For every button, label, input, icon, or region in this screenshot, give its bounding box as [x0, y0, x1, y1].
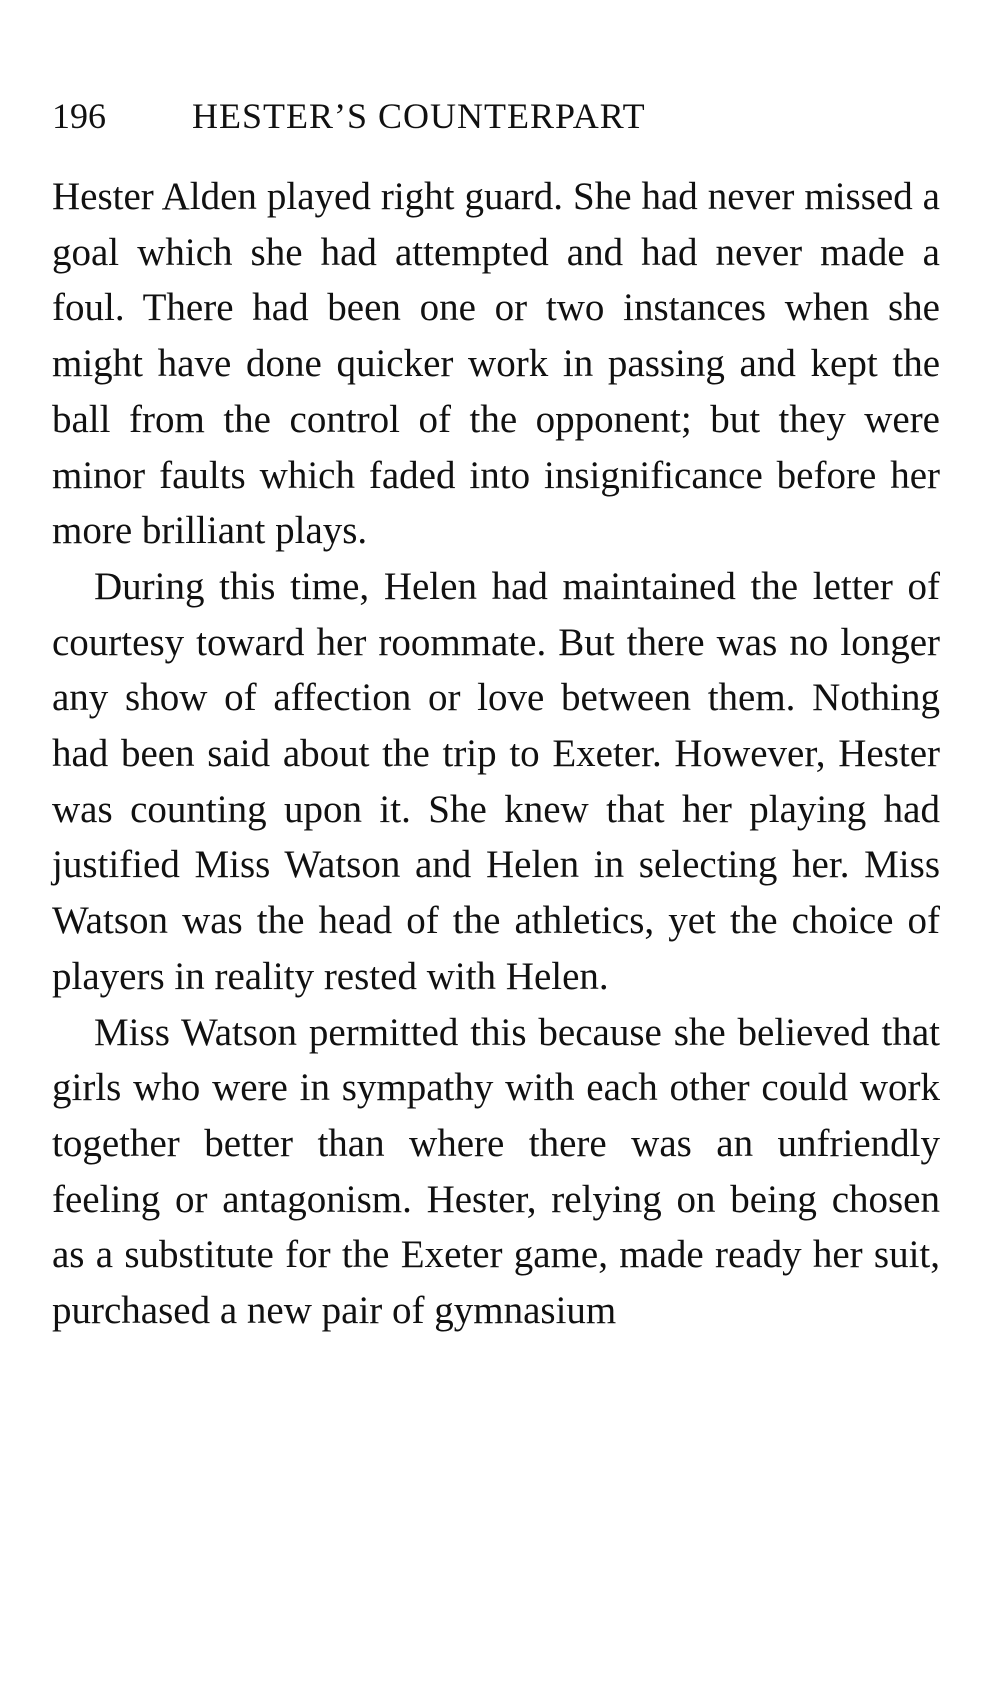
paragraph-3: Miss Watson permitted this because she believed that girls who were in sympathy with each other could work together better than where there was an unfriendly feeling or antagonism. Hester, relying on being chosen as a substitute for the Exeter game, made ready her suit, purchased a new pair of gymnasium	[52, 1010, 940, 1333]
page-number: 196	[52, 96, 106, 136]
running-head	[52, 95, 940, 137]
book-title: HESTER’S COUNTERPART	[192, 96, 646, 136]
book-page	[52, 95, 940, 1339]
paragraph-2: During this time, Helen had maintained the letter of courtesy toward her roommate. But there was no longer any show of affection or love between them. Nothing had been said about the trip to Exeter. However, Hester was counting upon it. She knew that her playing had justified Miss Watson and Helen in selecting her. Miss Watson was the head of the athletics, yet the choice of players in reality rested with Helen.	[52, 564, 940, 998]
paragraph-1: Hester Alden played right guard. She had never missed a goal which she had attempted and had never made a foul. There had been one or two instances when she might have done quicker work in passing and kept the ball from the control of the opponent; but they were minor faults which faded into insignificance before her more brilliant plays.	[52, 175, 940, 553]
